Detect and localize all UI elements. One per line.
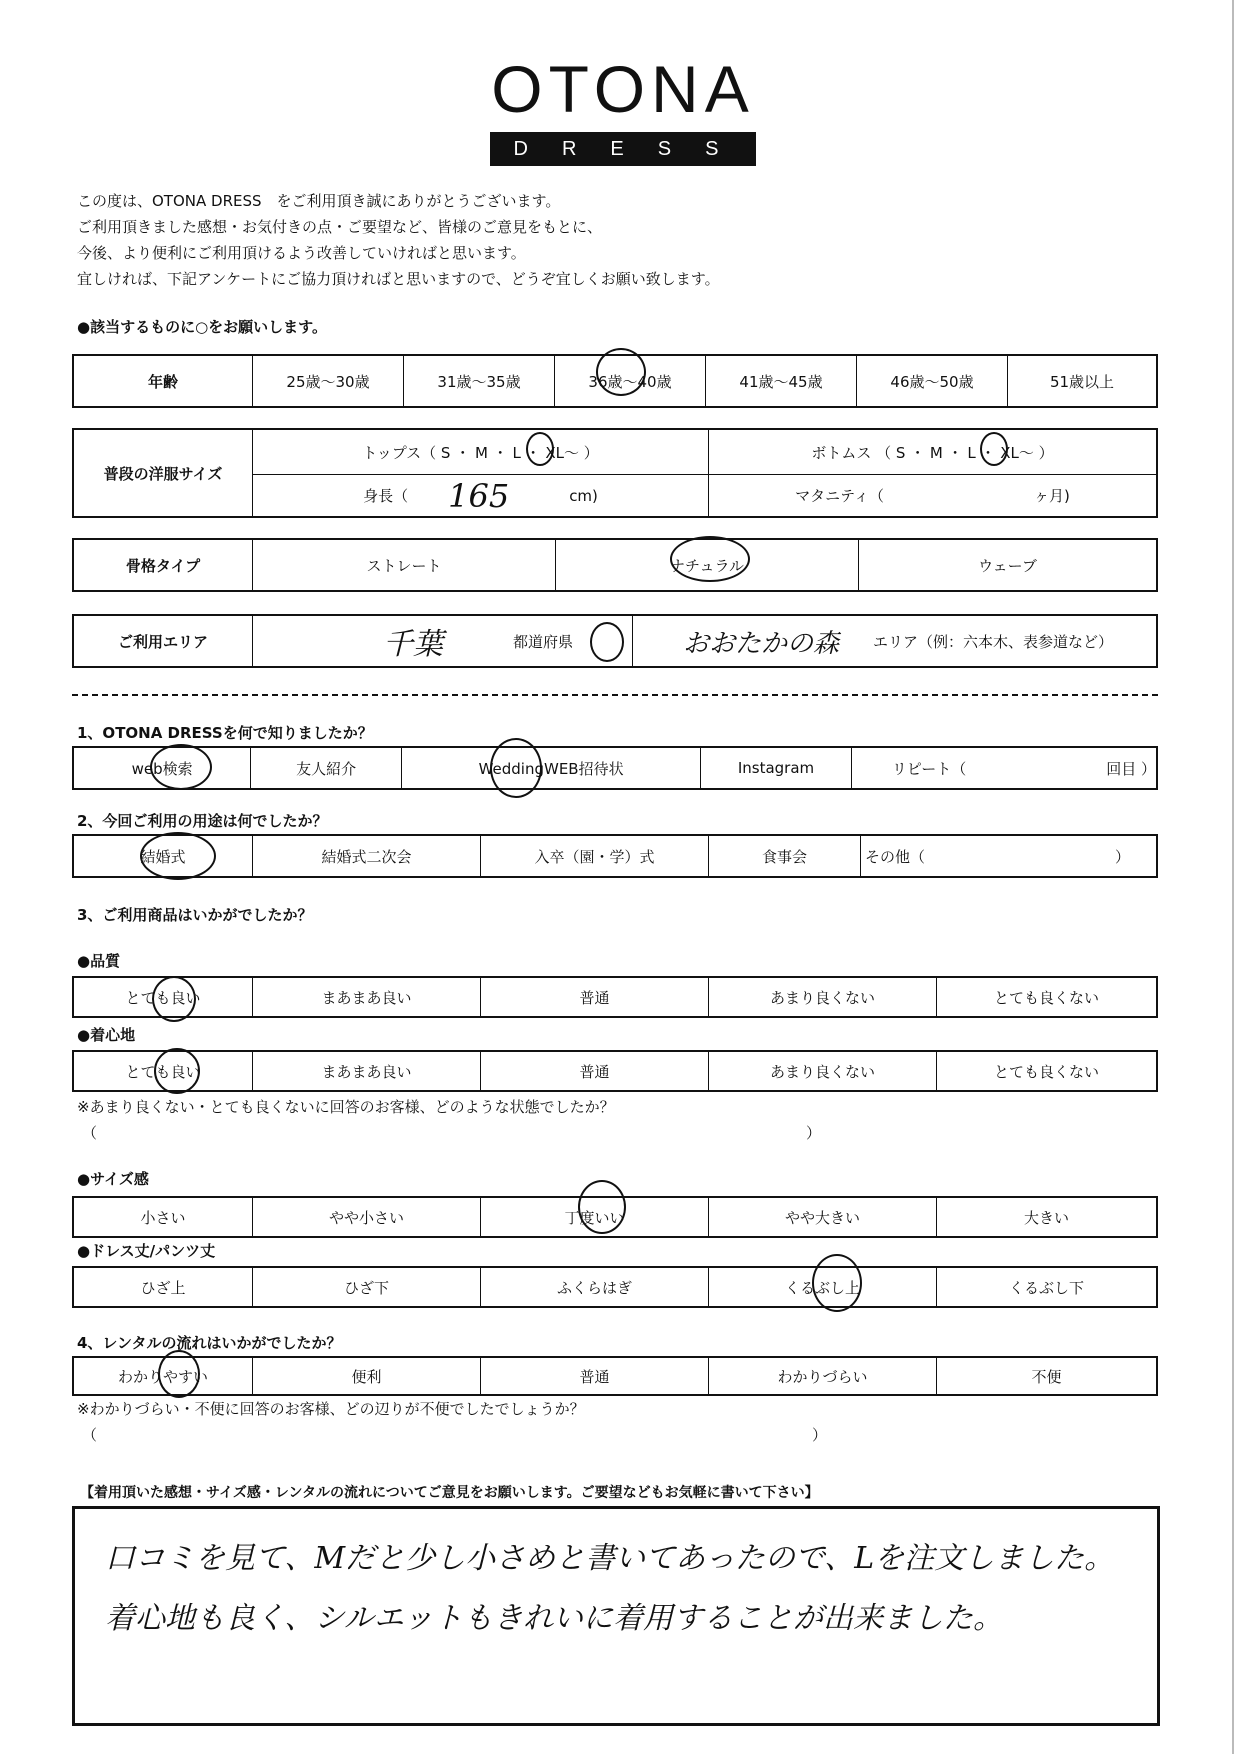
height-label: 身長（	[363, 487, 409, 505]
length-option[interactable]: くるぶし下	[936, 1268, 1156, 1306]
age-option[interactable]: 31歳～35歳	[403, 356, 554, 406]
comfort-option[interactable]: あまり良くない	[708, 1052, 936, 1090]
comfort-option[interactable]: まあまあ良い	[252, 1052, 480, 1090]
q4-note: ※わかりづらい・不便に回答のお客様、どの辺りが不便でしたでしょうか？	[77, 1400, 585, 1418]
length-option[interactable]: ふくらはぎ	[480, 1268, 708, 1306]
q4-note-open: （	[82, 1426, 98, 1444]
comment-line: 口コミを見て、Mだと少し小さめと書いてあったので、Lを注文しました。	[105, 1541, 1115, 1576]
logo-subtext: DRESS	[490, 132, 756, 166]
comfort-option-selected[interactable]: とても良い	[125, 1062, 201, 1081]
intro-text	[77, 188, 720, 292]
age-option[interactable]: 41歳～45歳	[705, 356, 856, 406]
age-option[interactable]: 51歳以上	[1007, 356, 1156, 406]
quality-option-selected[interactable]: とても良い	[125, 988, 201, 1007]
q2-other-label[interactable]: その他（	[865, 847, 926, 866]
q1-option[interactable]: 友人紹介	[250, 748, 401, 788]
q1-repeat-count: 回目 ）	[1106, 759, 1156, 778]
q4-option[interactable]: 普通	[480, 1358, 708, 1394]
length-option[interactable]: ひざ下	[252, 1268, 480, 1306]
q2-table	[72, 834, 1158, 878]
age-table	[72, 354, 1158, 408]
comfort-option[interactable]: 普通	[480, 1052, 708, 1090]
intro-line: ご利用頂きました感想・お気付きの点・ご要望など、皆様のご意見をもとに、	[77, 218, 603, 236]
q2-option-selected[interactable]: 結婚式	[140, 847, 186, 866]
intro-line: 今後、より便利にご利用頂けるよう改善していければと思います。	[77, 244, 526, 262]
length-option-selected[interactable]: くるぶし上	[708, 1268, 936, 1306]
q2-other-close: ）	[1115, 847, 1131, 866]
body-type-option[interactable]: ストレート	[252, 540, 555, 590]
q1-option[interactable]: Instagram	[700, 748, 851, 788]
prefecture-label: 都道府県	[513, 632, 574, 651]
q4-option[interactable]: 便利	[252, 1358, 480, 1394]
length-option[interactable]: ひざ上	[140, 1278, 186, 1297]
size-table	[72, 428, 1158, 518]
q1-repeat-label[interactable]: リピート（	[891, 759, 967, 778]
height-unit: cm)	[569, 486, 598, 505]
length-label: ●ドレス丈/パンツ丈	[77, 1242, 216, 1260]
instruction: ●該当するものに○をお願いします。	[77, 318, 327, 336]
fit-label: ●サイズ感	[77, 1170, 149, 1188]
fit-option-selected[interactable]: 丁度いい	[480, 1198, 708, 1236]
quality-table	[72, 976, 1158, 1018]
comfort-option[interactable]: とても良くない	[936, 1052, 1156, 1090]
fit-option[interactable]: やや小さい	[252, 1198, 480, 1236]
q3-title: 3、ご利用商品はいかがでしたか？	[77, 906, 313, 924]
q4-option[interactable]: わかりづらい	[708, 1358, 936, 1394]
length-table	[72, 1266, 1158, 1308]
maternity-label: マタニティ（	[795, 487, 884, 505]
divider	[72, 694, 1158, 696]
q1-option-selected[interactable]: web検索	[131, 759, 193, 778]
q4-note-close: ）	[812, 1426, 828, 1444]
q1-table	[72, 746, 1158, 790]
age-option-selected[interactable]: 36歳～40歳	[554, 356, 705, 406]
q1-title: 1、OTONA DRESSを何で知りましたか？	[77, 724, 373, 742]
body-type-label: 骨格タイプ	[125, 556, 201, 575]
age-option[interactable]: 46歳～50歳	[856, 356, 1007, 406]
q2-title: 2、今回ご利用の用途は何でしたか？	[77, 812, 328, 830]
q1-option-selected[interactable]: WeddingWEB招待状	[401, 748, 700, 788]
intro-line: 宜しければ、下記アンケートにご協力頂ければと思いますので、どうぞ宜しくお願い致します。	[77, 270, 720, 288]
body-type-option-selected[interactable]: ナチュラル	[555, 540, 858, 590]
fit-option[interactable]: 小さい	[140, 1208, 186, 1227]
tops-size[interactable]: トップス（ S ・ M ・ L ・ XL～ ）	[362, 443, 599, 462]
q2-option[interactable]: 結婚式二次会	[252, 836, 480, 876]
intro-line: この度は、OTONA DRESS をご利用頂き誠にありがとうございます。	[77, 192, 561, 210]
q4-option[interactable]: 不便	[936, 1358, 1156, 1394]
quality-label: ●品質	[77, 952, 121, 970]
fit-option[interactable]: やや大きい	[708, 1198, 936, 1236]
page-edge	[1232, 0, 1234, 1754]
quality-option[interactable]: まあまあ良い	[252, 978, 480, 1016]
area-example-label: エリア（例：六本木、表参道など）	[873, 632, 1114, 651]
fit-option[interactable]: 大きい	[936, 1198, 1156, 1236]
prefecture-value[interactable]: 千葉	[383, 627, 443, 662]
comment-line: 着心地も良く、シルエットもきれいに着用することが出来ました。	[105, 1601, 1004, 1636]
quality-option[interactable]: とても良くない	[936, 978, 1156, 1016]
age-label: 年齢	[147, 372, 178, 391]
comments-box[interactable]	[72, 1506, 1160, 1726]
logo	[490, 52, 756, 166]
size-label: 普段の洋服サイズ	[103, 464, 223, 483]
maternity-unit: ヶ月)	[1033, 487, 1070, 505]
bottoms-size[interactable]: ボトムス （ S ・ M ・ L ・ XL～ ）	[708, 430, 1156, 474]
logo-text: OTONA	[491, 52, 755, 126]
comfort-table	[72, 1050, 1158, 1092]
body-type-table	[72, 538, 1158, 592]
quality-option[interactable]: あまり良くない	[708, 978, 936, 1016]
q2-option[interactable]: 食事会	[708, 836, 860, 876]
q4-option-selected[interactable]: わかりやすい	[117, 1367, 208, 1386]
area-value[interactable]: おおたかの森	[683, 628, 840, 659]
q3-note: ※あまり良くない・とても良くないに回答のお客様、どのような状態でしたか？	[77, 1098, 615, 1116]
body-type-option[interactable]: ウェーブ	[858, 540, 1156, 590]
age-option[interactable]: 25歳～30歳	[252, 356, 403, 406]
comments-title: 【着用頂いた感想・サイズ感・レンタルの流れについてご意見をお願いします。ご要望などもお気軽に書いて下さい】	[80, 1485, 819, 1501]
area-table	[72, 614, 1158, 668]
quality-option[interactable]: 普通	[480, 978, 708, 1016]
q3-note-open: （	[82, 1124, 98, 1142]
fit-table	[72, 1196, 1158, 1238]
q4-title: 4、レンタルの流れはいかがでしたか？	[77, 1334, 342, 1352]
height-value[interactable]: 165	[448, 476, 510, 515]
q3-note-close: ）	[806, 1124, 822, 1142]
q2-option[interactable]: 入卒（園・学）式	[480, 836, 708, 876]
area-label: ご利用エリア	[117, 632, 208, 651]
comfort-label: ●着心地	[77, 1026, 136, 1044]
q4-table	[72, 1356, 1158, 1396]
